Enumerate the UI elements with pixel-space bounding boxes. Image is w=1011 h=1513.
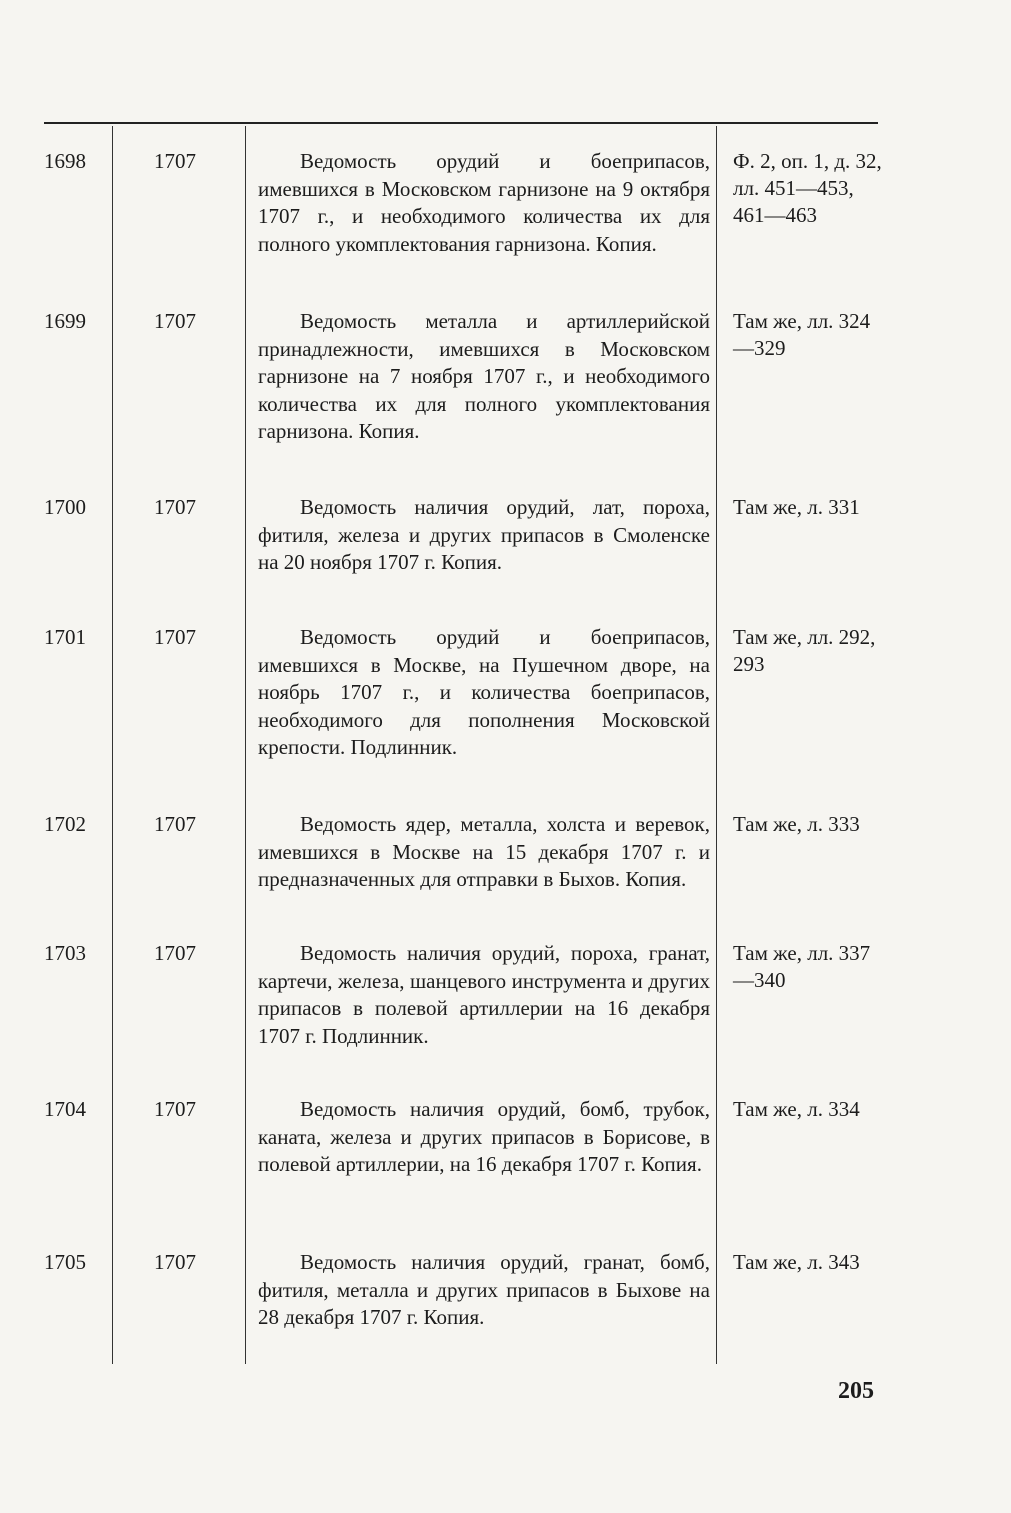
entry-description: Ведомость наличия орудий, лат, пороха, фитиля, железа и других припасов в Смоленске на 20 ноября 1707 г. Копия. — [258, 495, 710, 574]
entry-reference: Там же, лл. 292, 293 — [733, 625, 876, 676]
entry-year: 1707 — [154, 309, 196, 333]
entry-description: Ведомость наличия орудий, пороха, гранат, картечи, железа, шанцевого инструмента и других припасов в полевой артиллерии на 16 декабря 1707 г. Подлинник. — [258, 941, 710, 1048]
entry-reference: Там же, л. 334 — [733, 1097, 860, 1121]
entry-year: 1707 — [154, 941, 196, 965]
entry-year: 1707 — [154, 1097, 196, 1121]
top-rule — [44, 122, 878, 124]
entry-description: Ведомость металла и артиллерийской принадлежности, имевшихся в Московском гарнизоне на 7 ноября 1707 г., и необходимого количества их для полного укомплектования гарнизона. Копия. — [258, 309, 710, 443]
entry-year: 1707 — [154, 812, 196, 836]
entry-number: 1704 — [44, 1097, 86, 1121]
column-divider-2 — [245, 126, 246, 1364]
entry-description: Ведомость орудий и боеприпасов, имевшихся в Московском гарнизоне на 9 октября 1707 г., и необходимого количества их для полного укомплектования гарнизона. Копия. — [258, 149, 710, 256]
entry-description: Ведомость орудий и боеприпасов, имевшихся в Москве, на Пушечном дворе, на ноябрь 1707 г., и количества боеприпасов, необходимого для пополнения Московской крепости. Подлинник. — [258, 625, 710, 759]
entry-number: 1702 — [44, 812, 86, 836]
entry-reference: Там же, лл. 324—329 — [733, 309, 871, 360]
entry-year: 1707 — [154, 625, 196, 649]
entry-description: Ведомость ядер, металла, холста и веревок, имевшихся в Москве на 15 декабря 1707 г. и предназначенных для отправки в Быхов. Копия. — [258, 812, 710, 891]
entry-description: Ведомость наличия орудий, бомб, трубок, каната, железа и других припасов в Борисове, в полевой артиллерии, на 16 декабря 1707 г. Копия. — [258, 1097, 710, 1176]
entry-number: 1701 — [44, 625, 86, 649]
entry-description: Ведомость наличия орудий, гранат, бомб, фитиля, металла и других припасов в Быхове на 28 декабря 1707 г. Копия. — [258, 1250, 710, 1329]
column-divider-3 — [716, 126, 717, 1364]
entry-reference: Там же, лл. 337—340 — [733, 941, 871, 992]
entry-reference: Ф. 2, оп. 1, д. 32, лл. 451—453, 461—463 — [733, 149, 882, 227]
entry-number: 1705 — [44, 1250, 86, 1274]
entry-number: 1703 — [44, 941, 86, 965]
entry-reference: Там же, л. 343 — [733, 1250, 860, 1274]
entry-reference: Там же, л. 333 — [733, 812, 860, 836]
entry-year: 1707 — [154, 1250, 196, 1274]
entry-year: 1707 — [154, 149, 196, 173]
entry-number: 1699 — [44, 309, 86, 333]
column-divider-1 — [112, 126, 113, 1364]
entry-reference: Там же, л. 331 — [733, 495, 860, 519]
entry-number: 1700 — [44, 495, 86, 519]
entry-number: 1698 — [44, 149, 86, 173]
entry-year: 1707 — [154, 495, 196, 519]
page-number: 205 — [838, 1378, 874, 1404]
